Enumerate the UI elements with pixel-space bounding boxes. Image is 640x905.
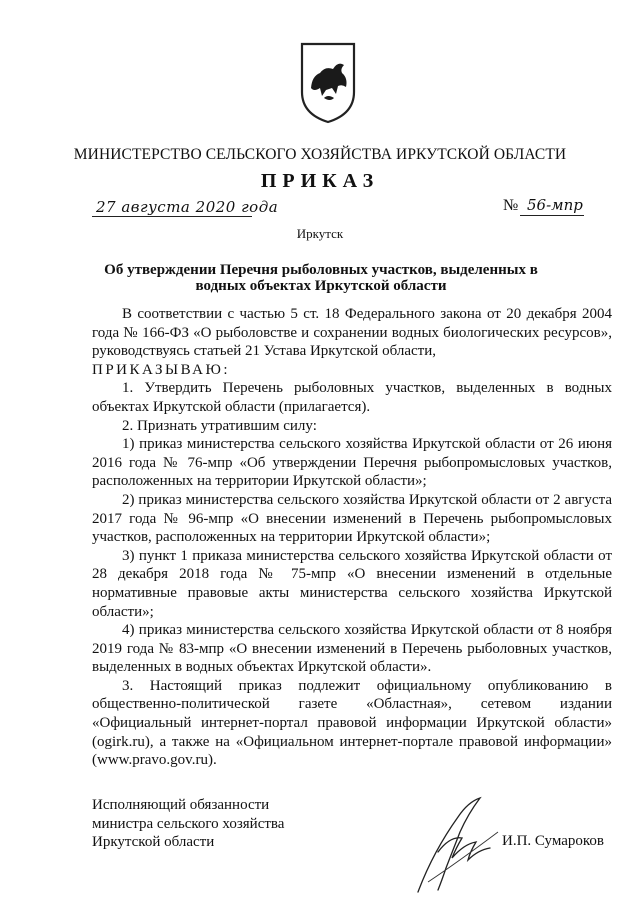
ministry-name: МИНИСТЕРСТВО СЕЛЬСКОГО ХОЗЯЙСТВА ИРКУТСКОЙ ОБЛАСТИ xyxy=(73,146,567,163)
signer-position-line: Иркутской области xyxy=(92,834,215,851)
signer-name: И.П. Сумароков xyxy=(502,833,605,849)
order-item-1: 1. Утвердить Перечень рыболовных участков, выделенных в водных объектах Иркутской области (прилагается). xyxy=(92,380,612,415)
handwritten-number: 56-мпр xyxy=(527,196,583,214)
order-item-3: 3. Настоящий приказ подлежит официальному опубликованию в общественно-политической газете «Областная», сетевом издании «Официальный интернет-портал правовой информации Иркутской области» (ogirk.ru), а также на «Официальном интернет-портале правовой информации» (www.pravo.gov.ru). xyxy=(92,677,612,769)
order-subitem-2: 2) приказ министерства сельского хозяйства Иркутской области от 2 августа 2017 года № 96-мпр «О внесении изменений в Перечень рыбопромысловых участков, расположенных на территории Иркутской области»; xyxy=(92,491,612,546)
signer-position-line: министра сельского хозяйства xyxy=(92,815,285,832)
order-subitem-4: 4) приказ министерства сельского хозяйства Иркутской области от 8 ноября 2019 года № 83-мпр «О внесении изменений в Перечень рыболовных участков, выделенных в водных объектах Иркутской области». xyxy=(92,622,612,676)
signer-position xyxy=(92,796,284,852)
order-subitem-3: 3) пункт 1 приказа министерства сельского хозяйства Иркутской области от 28 декабря 2018 года № 75-мпр «О внесении изменений в отдельные нормативные правовые акты министерства сельского хозяйства Иркутской области»; xyxy=(92,547,612,620)
number-label: № xyxy=(503,197,519,214)
number-underline xyxy=(520,215,584,216)
order-heading: Об утверждении Перечня рыболовных участков, выделенных в водных объектах Иркутской области xyxy=(104,262,538,294)
signer-position-line: Исполняющий обязанности xyxy=(92,797,270,813)
order-body xyxy=(92,305,612,770)
order-word: ПРИКАЗЫВАЮ: xyxy=(92,361,231,378)
order-item-2: 2. Признать утратившим силу: xyxy=(122,417,317,434)
date-underline xyxy=(92,216,252,217)
handwritten-date: 27 августа 2020 года xyxy=(96,198,279,216)
handwritten-signature xyxy=(398,792,508,902)
document-title: ПРИКАЗ xyxy=(260,170,380,192)
coat-of-arms-emblem xyxy=(298,40,358,124)
city-name: Иркутск xyxy=(296,226,344,241)
order-subitem-1: 1) приказ министерства сельского хозяйства Иркутской области от 26 июня 2016 года № 76-мпр «Об утверждении Перечня рыбопромысловых участков, расположенных на территории Иркутской области»; xyxy=(92,436,612,490)
preamble-paragraph: В соответствии с частью 5 ст. 18 Федерального закона от 20 декабря 2004 года № 166-ФЗ «О рыболовстве и сохранении водных биологических ресурсов», руководствуясь статьей 21 Устава Иркутской области, xyxy=(92,306,612,360)
